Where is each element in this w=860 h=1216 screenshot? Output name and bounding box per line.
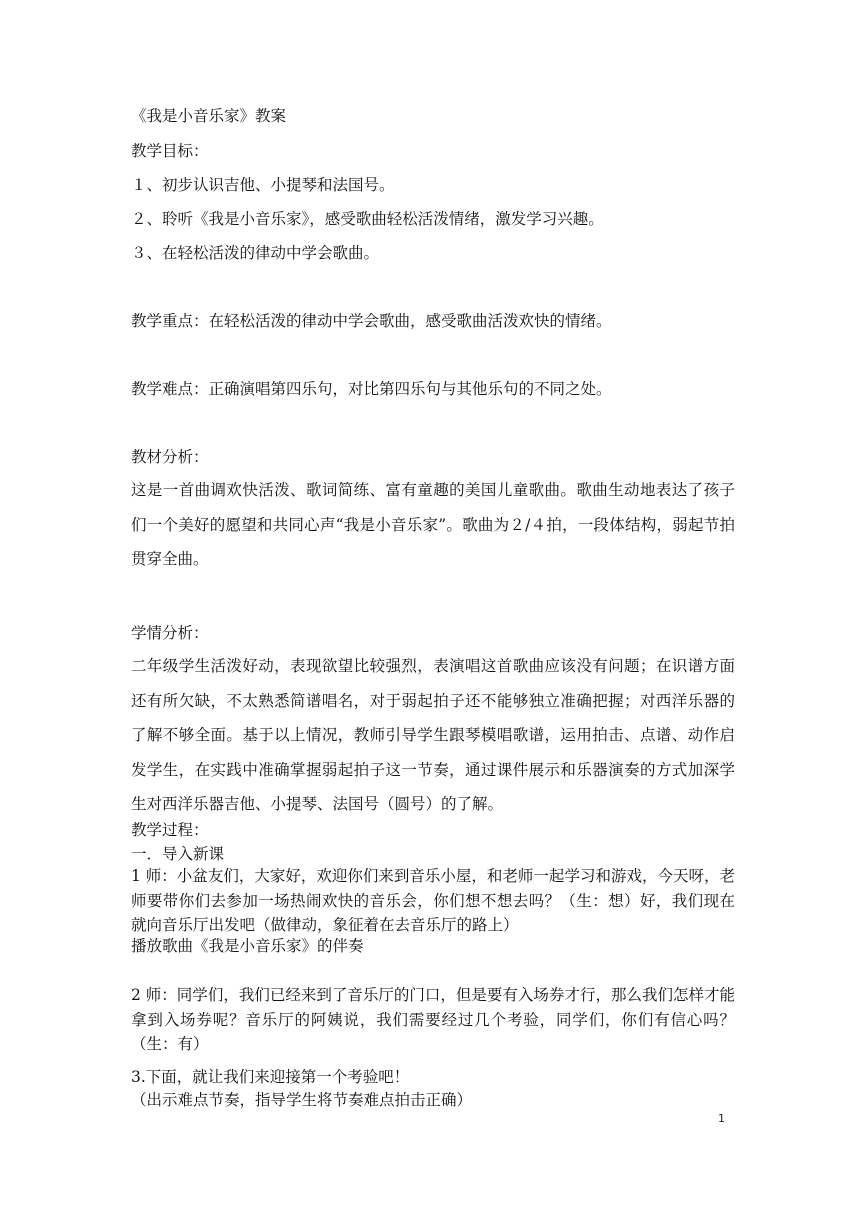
goal-item-3: ３、在轻松活泼的律动中学会歌曲。 (131, 244, 380, 262)
section-1-heading: 一．导入新课 (131, 845, 225, 863)
step-3-note: （出示难点节奏，指导学生将节奏难点拍击正确） (131, 1091, 473, 1109)
material-text: 这是一首曲调欢快活泼、歌词简练、富有童趣的美国儿童歌曲。歌曲生动地表达了孩子们一个美好的愿望和共同心声“我是小音乐家”。歌曲为２/４拍，一段体结构，弱起节拍贯穿全曲。 (131, 481, 735, 568)
goals-heading: 教学目标： (131, 142, 209, 160)
step-1-text: 1 师：小盆友们，大家好，欢迎你们来到音乐小屋，和老师一起学习和游戏，今天呀，老师要带你们去参加一场热闹欢快的音乐会，你们想不想去吗？（生：想）好，我们现在就向音乐厅出发吧（做律动，象征着在去音乐厅的路上） (131, 867, 735, 934)
step-2-text: 2 师：同学们，我们已经来到了音乐厅的门口，但是要有入场券才行，那么我们怎样才能拿到入场券呢？音乐厅的阿姨说，我们需要经过几个考验，同学们，你们有信心吗？（生：有） (131, 986, 735, 1053)
page-number: 1 (718, 1112, 725, 1125)
material-heading: 教材分析： (131, 448, 209, 466)
goal-item-1: １、初步认识吉他、小提琴和法国号。 (131, 176, 395, 194)
student-text: 二年级学生活泼好动，表现欲望比较强烈，表演唱这首歌曲应该没有问题；在识谱方面还有所欠缺，不太熟悉简谱唱名，对于弱起拍子还不能够独立准确把握；对西洋乐器的了解不够全面。基于以上情况，教师引导学生跟琴模唱歌谱，运用拍击、点谱、动作启发学生，在实践中准确掌握弱起拍子这一节奏，通过课件展示和乐器演奏的方式加深学生对西洋乐器吉他、小提琴、法国号（圆号）的了解。 (131, 657, 735, 813)
step-1-note: 播放歌曲《我是小音乐家》的伴奏 (131, 937, 364, 955)
process-heading: 教学过程： (131, 821, 209, 839)
goal-item-2: ２、聆听《我是小音乐家》，感受歌曲轻松活泼情绪，激发学习兴趣。 (131, 210, 604, 228)
doc-title: 《我是小音乐家》教案 (131, 107, 287, 125)
key-points: 教学重点：在轻松活泼的律动中学会歌曲，感受歌曲活泼欢快的情绪。 (131, 312, 612, 330)
student-heading: 学情分析： (131, 624, 209, 642)
difficulties: 教学难点：正确演唱第四乐句，对比第四乐句与其他乐句的不同之处。 (131, 380, 612, 398)
step-3-text: 3.下面，就让我们来迎接第一个考验吧！ (131, 1068, 410, 1086)
